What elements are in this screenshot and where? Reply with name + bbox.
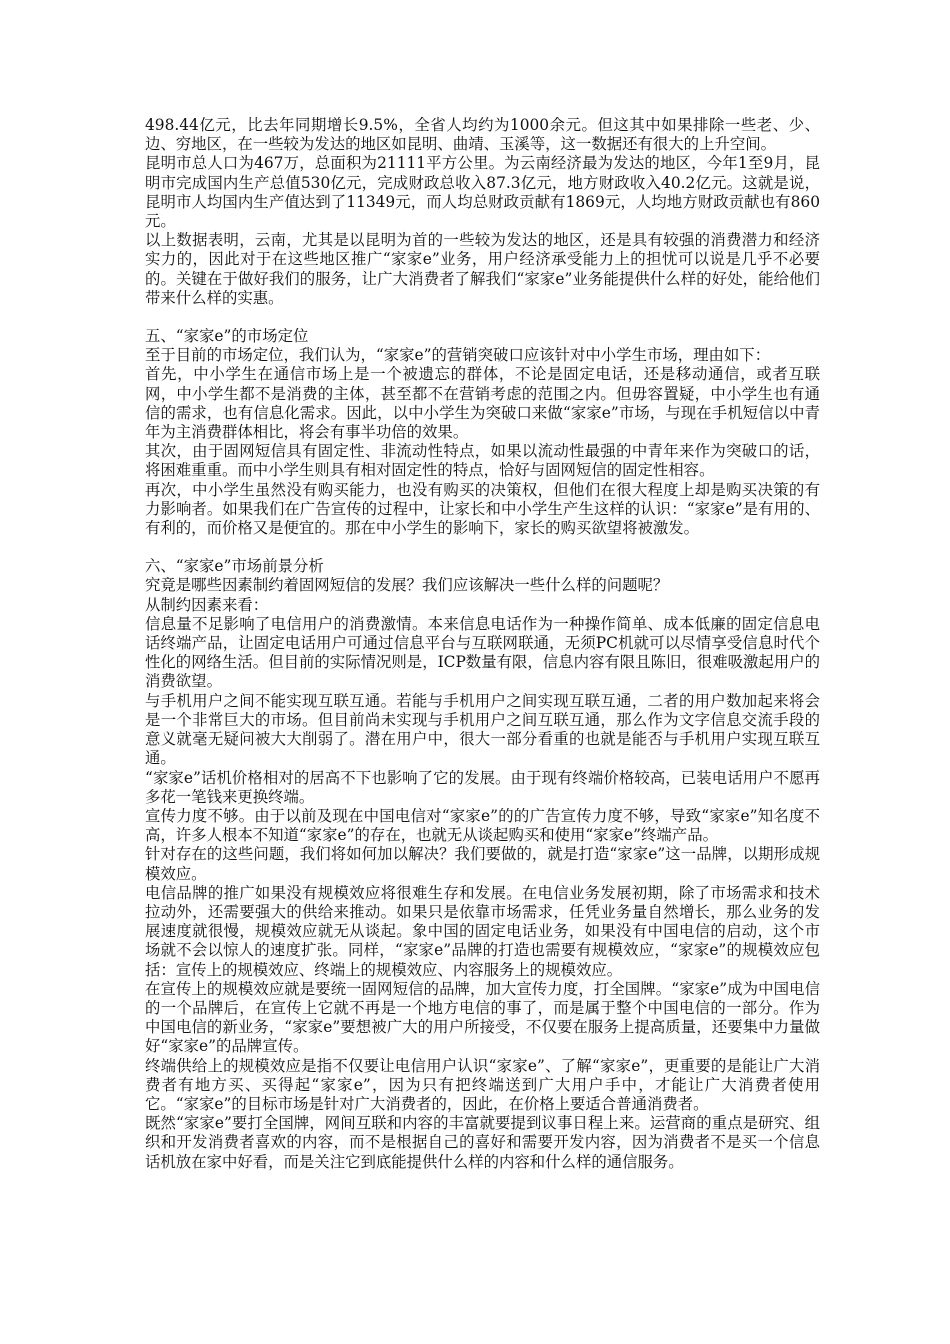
section-heading: 六、“家家e”市场前景分析 [145,557,324,576]
paragraph: 其次，由于固网短信具有固定性、非流动性特点，如果以流动性最强的中青年来作为突破口的话，将困难重重。而中小学生则具有相对固定性的特点，恰好与固网短信的固定性相容。 [145,442,820,480]
section-gap [145,308,820,327]
paragraph: 首先，中小学生在通信市场上是一个被遗忘的群体，不论是固定电话，还是移动通信，或者互联网，中小学生都不是消费的主体，甚至都不在营销考虑的范围之内。但毋容置疑，中小学生也有通信的需求，也有信息化需求。因此，以中小学生为突破口来做“家家e”市场，与现在手机短信以中青年为主消费群体相比，将会有事半功倍的效果。 [145,365,820,442]
paragraph: 终端供给上的规模效应是指不仅要让电信用户认识“家家e”、了解“家家e”，更重要的是能让广大消费者有地方买、买得起“家家e”，因为只有把终端送到广大用户手中，才能让广大消费者使用它。“家家e”的目标市场是针对广大消费者的，因此，在价格上要适合普通消费者。 [145,1056,820,1113]
paragraph: 至于目前的市场定位，我们认为，“家家e”的营销突破口应该针对中小学生市场，理由如下： [145,346,771,365]
paragraph: 与手机用户之间不能实现互联互通。若能与手机用户之间实现互联互通，二者的用户数加起来将会是一个非常巨大的市场。但目前尚未实现与手机用户之间互联互通，那么作为文字信息交流手段的意义就毫无疑问被大大削弱了。潜在用户中，很大一部分看重的也就是能否与手机用户实现互联互通。 [145,691,820,768]
paragraph: “家家e”话机价格相对的居高不下也影响了它的发展。由于现有终端价格较高，已装电话用户不愿再多花一笔钱来更换终端。 [145,768,820,806]
paragraph: 既然“家家e”要打全国牌，网间互联和内容的丰富就要提到议事日程上来。运营商的重点是研究、组织和开发消费者喜欢的内容，而不是根据自己的喜好和需要开发内容，因为消费者不是买一个信息话机放在家中好看，而是关注它到底能提供什么样的内容和什么样的通信服务。 [145,1114,820,1171]
section-gap [145,538,820,557]
section-heading: 五、“家家e”的市场定位 [145,327,309,346]
paragraph: 从制约因素来看： [145,595,269,614]
paragraph: 电信品牌的推广如果没有规模效应将很难生存和发展。在电信业务发展初期，除了市场需求和技术拉动外，还需要强大的供给来推动。如果只是依靠市场需求，任凭业务量自然增长，那么业务的发展速度就很慢，规模效应就无从谈起。象中国的固定电话业务，如果没有中国电信的启动，这个市场就不会以惊人的速度扩张。同样，“家家e”品牌的打造也需要有规模效应，“家家e”的规模效应包括：宣传上的规模效应、终端上的规模效应、内容服务上的规模效应。 [145,883,820,979]
paragraph: 宣传力度不够。由于以前及现在中国电信对“家家e”的的广告宣传力度不够，导致“家家e”知名度不高，许多人根本不知道“家家e”的存在，也就无从谈起购买和使用“家家e”终端产品。 [145,806,820,845]
paragraph: 信息量不足影响了电信用户的消费激情。本来信息电话作为一种操作简单、成本低廉的固定信息电话终端产品，让固定电话用户可通过信息平台与互联网联通，无须PC机就可以尽情享受信息时代个性化的网络生活。但目前的实际情况则是，ICP数量有限，信息内容有限且陈旧，很难吸激起用户的消费欲望。 [145,614,820,691]
paragraph: 在宣传上的规模效应就是要统一固网短信的品牌，加大宣传力度，打全国牌。“家家e”成为中国电信的一个品牌后，在宣传上它就不再是一个地方电信的事了，而是属于整个中国电信的一部分。作为中国电信的新业务，“家家e”要想被广大的用户所接受，不仅要在服务上提高质量，还要集中力量做好“家家e”的品牌宣传。 [145,979,820,1056]
document-page [145,116,820,1172]
paragraph: 究竟是哪些因素制约着固网短信的发展？我们应该解决一些什么样的问题呢？ [145,576,669,595]
paragraph: 针对存在的这些问题，我们将如何加以解决？我们要做的，就是打造“家家e”这一品牌，以期形成规模效应。 [145,845,820,883]
paragraph: 再次，中小学生虽然没有购买能力，也没有购买的决策权，但他们在很大程度上却是购买决策的有力影响者。如果我们在广告宣传的过程中，让家长和中小学生产生这样的认识：“家家e”是有用的、有利的，而价格又是便宜的。那在中小学生的影响下，家长的购买欲望将被激发。 [145,480,820,538]
paragraph: 498.44亿元，比去年同期增长9.5%，全省人均约为1000余元。但这其中如果排除一些老、少、边、穷地区，在一些较为发达的地区如昆明、曲靖、玉溪等，这一数据还有很大的上升空间。 [145,116,820,154]
paragraph: 以上数据表明，云南，尤其是以昆明为首的一些较为发达的地区，还是具有较强的消费潜力和经济实力的，因此对于在这些地区推广“家家e”业务，用户经济承受能力上的担忧可以说是几乎不必要的。关键在于做好我们的服务，让广大消费者了解我们“家家e”业务能提供什么样的好处，能给他们带来什么样的实惠。 [145,231,820,307]
paragraph: 昆明市总人口为467万，总面积为21111平方公里。为云南经济最为发达的地区，今年1至9月，昆明市完成国内生产总值530亿元，完成财政总收入87.3亿元，地方财政收入40.2亿元。这就是说，昆明市人均国内生产值达到了11349元，而人均总财政贡献有1869元，人均地方财政贡献也有860元。 [145,154,820,231]
